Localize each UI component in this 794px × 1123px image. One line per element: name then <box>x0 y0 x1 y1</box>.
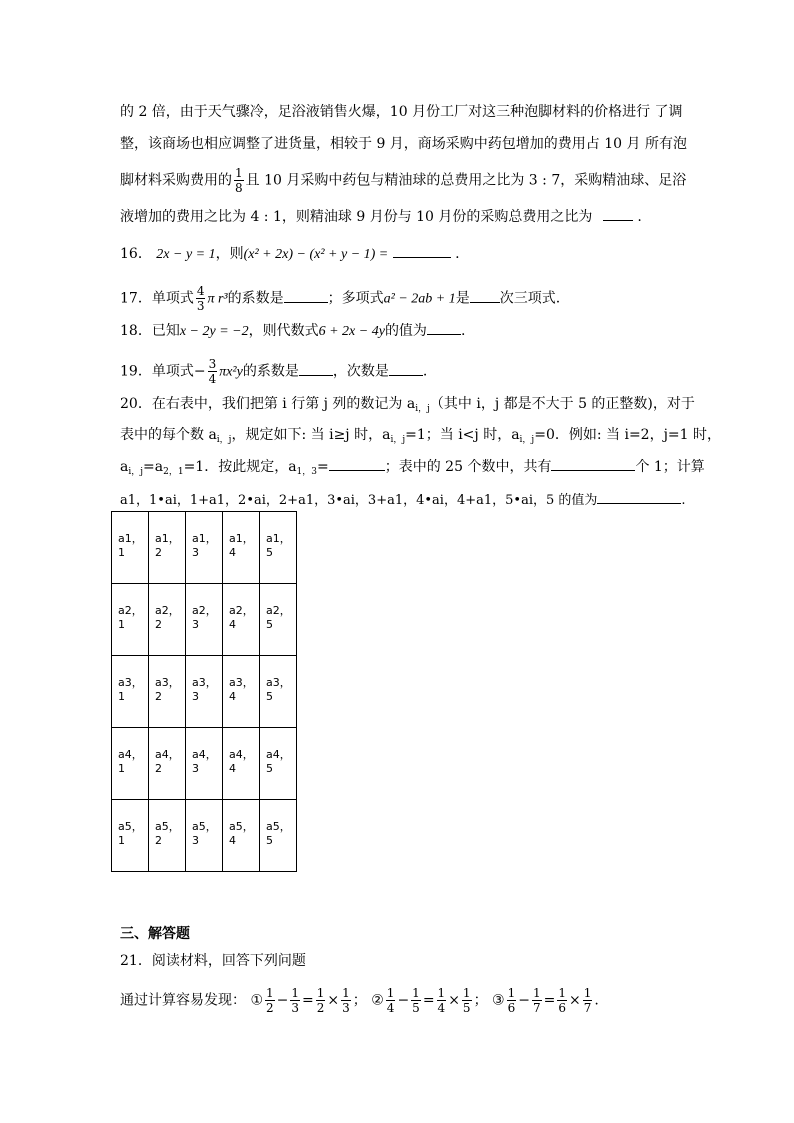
matrix-cell: a3，1 <box>112 656 149 728</box>
matrix-cell: a3，4 <box>223 656 260 728</box>
q19-coefficient-blank[interactable] <box>299 361 333 376</box>
q20-line-1-post: （其中 i，j 都是不大于 5 的正整数)，对于 <box>429 396 695 412</box>
matrix-cell: a5，2 <box>149 800 186 872</box>
q18-prefix: 18．已知 <box>120 323 180 339</box>
matrix-cell: a5，1 <box>112 800 149 872</box>
q19-line <box>120 357 427 386</box>
q21-e2-frac-c: $\frac{1}{4}$ <box>437 986 446 1015</box>
q20-line-4-end: . <box>681 493 686 508</box>
q15-line-3-pre: 脚材料采购费用的 <box>120 172 232 189</box>
matrix-cell: a5，5 <box>260 800 297 872</box>
matrix-cell: a4，5 <box>260 728 297 800</box>
q19-degree-blank[interactable] <box>389 361 423 376</box>
q20-line-3-post-3: ；表中的 25 个数中，共有 <box>384 459 552 475</box>
q15-line-3-post: 且 10 月采购中药包与精油球的总费用之比为 3 : 7，采购精油球、足浴 <box>245 172 687 189</box>
matrix-cell: a4，2 <box>149 728 186 800</box>
matrix-cell: a3，5 <box>260 656 297 728</box>
q20-line-1-pre: 20．在右表中，我们把第 i 行第 j 列的数记为 a <box>120 396 416 412</box>
q17-fraction <box>196 284 206 313</box>
matrix-cell: a1，2 <box>149 512 186 584</box>
q16-number: 16． <box>120 246 152 262</box>
q20-line-1-sub: i，j <box>415 404 430 414</box>
q19-fraction-den: 4 <box>208 372 217 386</box>
matrix-cell: a2，4 <box>223 584 260 656</box>
matrix-table <box>111 511 297 872</box>
q21-e3-frac-c: $\frac{1}{6}$ <box>558 986 566 1015</box>
q16-expr-2: (x² + 2x) − (x² + y − 1) = <box>243 247 389 262</box>
q20-line-3-sub-2: 2，1 <box>163 467 184 477</box>
section-heading: 三、解答题 <box>120 926 190 942</box>
q20-line-2-post-3: =0．例如: 当 i=2，j=1 时， <box>534 427 722 443</box>
q21-e3-frac-d: $\frac{1}{7}$ <box>583 986 592 1015</box>
matrix-cell: a3，2 <box>149 656 186 728</box>
q20-line-2-post: ，规定如下: 当 i≥j 时，a <box>231 427 391 443</box>
q20-a13-blank[interactable] <box>329 456 385 471</box>
matrix-cell: a5，3 <box>186 800 223 872</box>
q19-expr: πx²y <box>219 364 243 380</box>
q17-expr: π r³ <box>207 291 228 307</box>
matrix-cell: a1，1 <box>112 512 149 584</box>
matrix-row <box>112 800 297 872</box>
q20-line-2-sub: i，j <box>216 435 232 445</box>
q21-intro-line: 通过计算容易发现： ① $\frac{1}{2}$ − $\frac{1}{3}$ = $\frac{1}{2}$ × $\frac{1}{3}$ ； ② $\frac{1}{4}$ − $\frac{1}{5}$ = $\frac{1}{4}$ × $\frac{1}{5}$ ； ③ $\frac{1}{6}$ − $\frac{1}{7}$ = $\frac{1}{6}$ × $\frac{1}{7}$ . <box>120 986 599 1015</box>
q15-answer-blank[interactable] <box>603 206 633 221</box>
q16-line <box>120 243 460 265</box>
q19-fraction-num: 3 <box>208 357 217 371</box>
matrix-cell: a4，3 <box>186 728 223 800</box>
q21-e2-frac-d: $\frac{1}{5}$ <box>462 986 471 1015</box>
q20-count-blank[interactable] <box>551 456 635 471</box>
q15-line-4 <box>120 206 642 227</box>
q17-prefix: 17．单项式 <box>120 290 194 307</box>
matrix-row <box>112 584 297 656</box>
matrix-cell: a2，1 <box>112 584 149 656</box>
q21-intro: 通过计算容易发现： <box>120 992 246 1009</box>
q20-line-3-mid: =a <box>143 459 164 475</box>
q20-sum-expression: a1，1•ai，1+a1，2•ai，2+a1，3•ai，3+a1，4•ai，4+a1，5•ai，5 的值为 <box>120 493 598 508</box>
q19-mid-2: ，次数是 <box>332 363 389 380</box>
q20-line-1 <box>120 394 695 419</box>
q20-line-3-sub: i，j <box>128 467 144 477</box>
matrix-row <box>112 728 297 800</box>
q18-answer-blank[interactable] <box>427 320 461 335</box>
matrix-cell: a3，3 <box>186 656 223 728</box>
q20-line-3-pre: a <box>120 459 129 475</box>
q19-mid: 的系数是 <box>242 363 299 380</box>
matrix-cell: a4，4 <box>223 728 260 800</box>
q15-line-2: 整，该商场也相应调整了进货量，相较于 9 月，商场采购中药包增加的费用占 10 月 所有泡 <box>120 136 687 152</box>
q17-mid-3: 是 <box>455 290 470 307</box>
matrix-cell: a1，3 <box>186 512 223 584</box>
q19-prefix: 19．单项式 <box>120 363 194 380</box>
q21-e3-frac-a: $\frac{1}{6}$ <box>507 986 516 1015</box>
matrix-cell: a1，5 <box>260 512 297 584</box>
q19-sign: − <box>193 363 206 380</box>
q15-line-1: 的 2 倍，由于天气骤冷，足浴液销售火爆，10 月份工厂对这三种泡脚材料的价格进行 了调 <box>120 104 683 120</box>
q21-sep-1: ； <box>352 992 367 1009</box>
q20-line-2-sub-2: i，j <box>390 435 406 445</box>
q18-line <box>120 320 465 342</box>
q18-post: 的值为 <box>384 323 427 339</box>
q20-line-2 <box>120 425 721 450</box>
q20-sum-blank[interactable] <box>597 489 681 504</box>
q17-mid-1: 的系数是 <box>227 290 284 307</box>
q17-fraction-num: 4 <box>196 284 205 298</box>
q17-fraction-den: 3 <box>196 299 205 313</box>
q21-end: . <box>594 992 599 1009</box>
q15-line-3 <box>120 166 686 195</box>
q21-e1-frac-d: $\frac{1}{3}$ <box>342 986 350 1015</box>
q21-e1-frac-b: $\frac{1}{3}$ <box>291 986 300 1015</box>
q20-line-4 <box>120 489 686 511</box>
q20-line-2-sub-3: i，j <box>519 435 535 445</box>
q21-e2-frac-b: $\frac{1}{5}$ <box>412 986 420 1015</box>
q16-expr-1: 2x − y = 1 <box>156 247 216 262</box>
q21-e3-frac-b: $\frac{1}{7}$ <box>532 986 541 1015</box>
q21-circle-1: ① <box>250 992 264 1009</box>
q16-answer-blank[interactable] <box>393 243 451 258</box>
q20-line-2-post-2: =1；当 i<j 时，a <box>405 427 520 443</box>
q18-end: . <box>460 323 466 339</box>
q16-mid: ，则 <box>215 246 244 262</box>
q21-e2-frac-a: $\frac{1}{4}$ <box>386 986 395 1015</box>
q21-sep-2: ； <box>473 992 488 1009</box>
matrix-cell: a4，1 <box>112 728 149 800</box>
q17-mid-2: ；多项式 <box>327 290 384 307</box>
q17-polynomial: a² − 2ab + 1 <box>383 291 456 307</box>
matrix-cell: a2，5 <box>260 584 297 656</box>
q15-fraction-num: 1 <box>235 166 243 180</box>
q17-end: 次三项式. <box>499 290 561 307</box>
matrix-row <box>112 512 297 584</box>
matrix-row <box>112 656 297 728</box>
q16-end: . <box>455 246 460 262</box>
q17-coefficient-blank[interactable] <box>284 288 328 303</box>
q18-expr-1: x − 2y = −2 <box>179 324 249 339</box>
q21-title: 21．阅读材料，回答下列问题 <box>120 953 306 969</box>
q20-line-3-post: =1．按此规定，a <box>183 459 297 475</box>
matrix-cell: a1，4 <box>223 512 260 584</box>
q18-mid: ，则代数式 <box>248 323 319 339</box>
matrix-cell: a5，4 <box>223 800 260 872</box>
matrix-cell: a2，3 <box>186 584 223 656</box>
q17-line <box>120 284 560 313</box>
matrix-table-body <box>112 512 297 872</box>
q17-degree-blank[interactable] <box>470 288 500 303</box>
q15-fraction <box>234 166 244 195</box>
q21-circle-3: ③ <box>492 992 505 1009</box>
q15-end: . <box>637 209 642 225</box>
q21-circle-2: ② <box>371 992 384 1009</box>
q20-line-2-pre: 表中的每个数 a <box>120 427 217 443</box>
q15-fraction-den: 8 <box>235 181 243 195</box>
q20-line-3-post-4: 个 1；计算 <box>635 459 705 475</box>
q20-line-3-sub-3: 1，3 <box>296 467 317 477</box>
q19-fraction <box>208 357 218 386</box>
q18-expr-2: 6 + 2x − 4y <box>318 324 385 339</box>
q19-end: . <box>422 363 428 380</box>
q20-line-3 <box>120 456 705 482</box>
q15-line-4-pre: 液增加的费用之比为 4 : 1，则精油球 9 月份与 10 月份的采购总费用之比为 <box>120 209 593 225</box>
q20-line-3-eq: = <box>317 459 329 475</box>
q21-e1-frac-c: $\frac{1}{2}$ <box>316 986 325 1015</box>
q21-e1-frac-a: $\frac{1}{2}$ <box>266 986 274 1015</box>
matrix-cell: a2，2 <box>149 584 186 656</box>
